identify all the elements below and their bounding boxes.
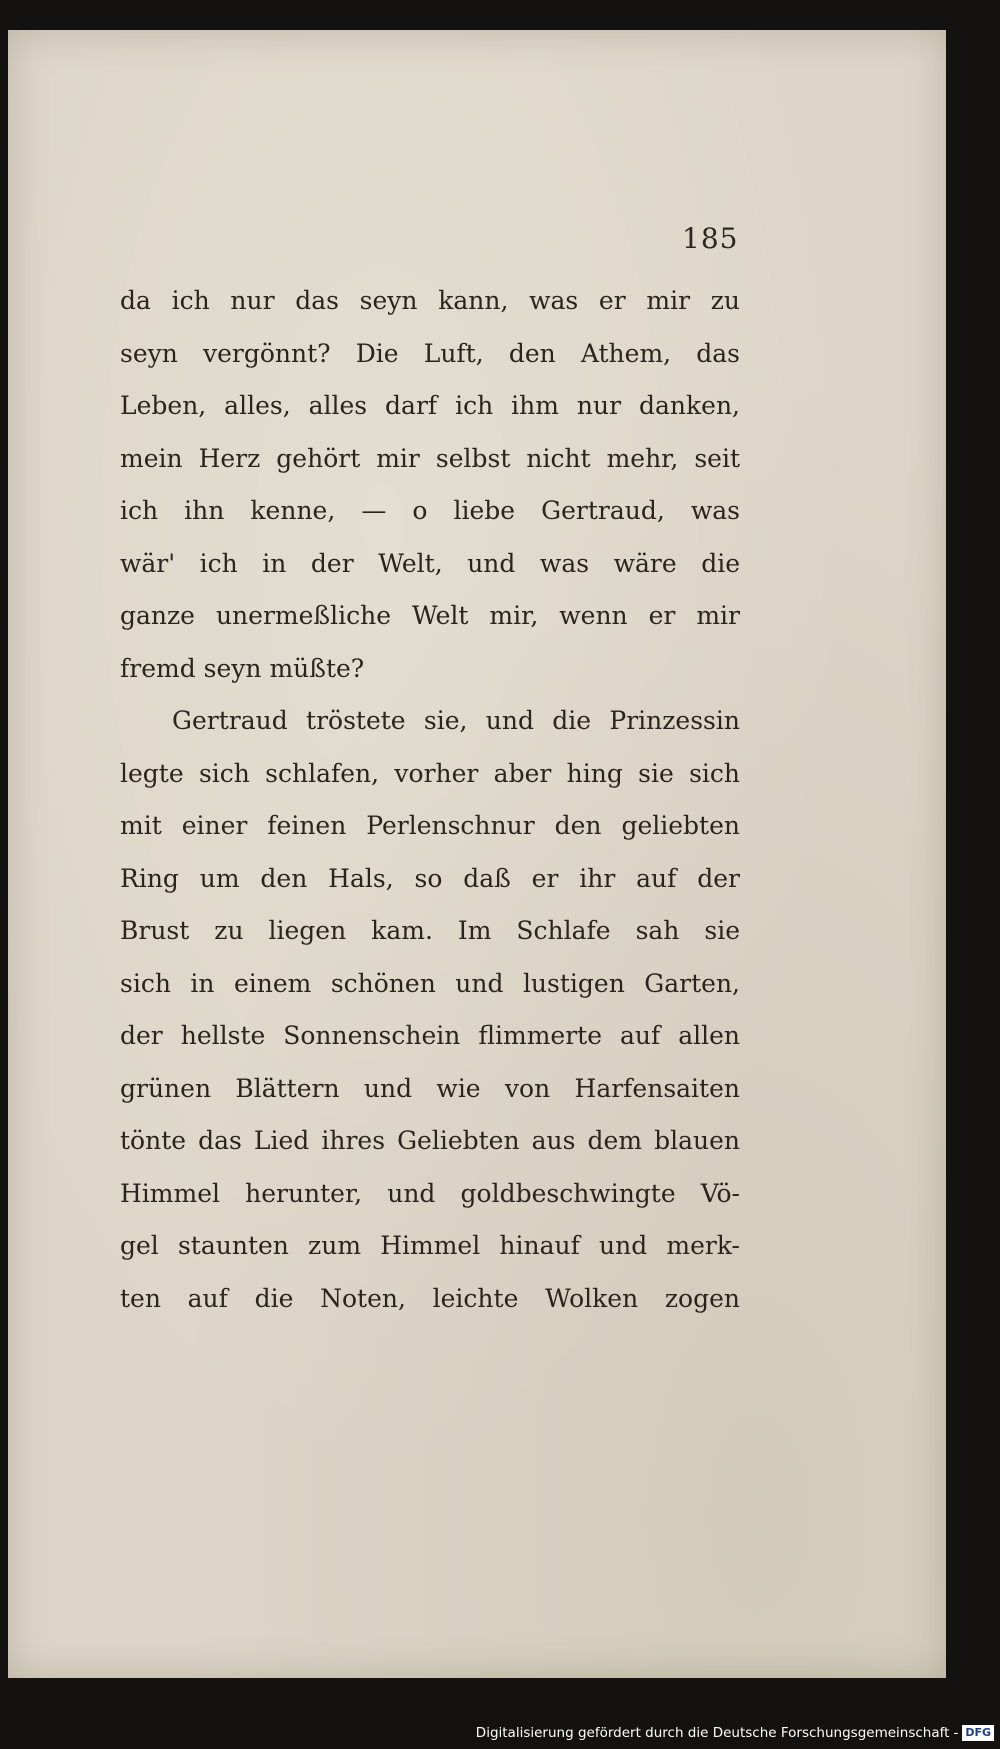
body-text — [120, 275, 740, 1325]
text-line: gel staunten zum Himmel hinauf und merk- — [120, 1231, 740, 1260]
dfg-logo-icon: DFG — [962, 1725, 994, 1741]
text-line: da ich nur das seyn kann, was er mir zu — [120, 286, 740, 315]
text-line: Himmel herunter, und goldbeschwingte Vö- — [120, 1178, 740, 1208]
text-line: ganze unermeßliche Welt mir, wenn er mir — [120, 601, 740, 630]
text-line: der hellste Sonnenschein flimmerte auf allen — [120, 1021, 740, 1050]
text-line: tönte das Lied ihres Geliebten aus dem blauen — [120, 1126, 740, 1155]
text-line: legte sich schlafen, vorher aber hing sie sich — [120, 758, 740, 788]
book-page — [8, 30, 946, 1678]
text-line: ten auf die Noten, leichte Wolken zogen — [120, 1283, 740, 1313]
text-line: mein Herz gehört mir selbst nicht mehr, seit — [120, 443, 740, 473]
funding-footer — [476, 1722, 994, 1744]
text-line: wär' ich in der Welt, und was wäre die — [120, 548, 740, 578]
page-number: 185 — [682, 222, 739, 255]
text-line: fremd seyn müßte? — [120, 653, 365, 683]
text-line: sich in einem schönen und lustigen Garten, — [120, 968, 740, 998]
text-line: Ring um den Hals, so daß er ihr auf der — [120, 863, 740, 893]
text-line: Brust zu liegen kam. Im Schlafe sah sie — [120, 916, 740, 945]
footer-separator: - — [953, 1725, 959, 1741]
text-line: ich ihn kenne, — o liebe Gertraud, was — [120, 496, 740, 525]
text-line: mit einer feinen Perlenschnur den geliebten — [120, 811, 740, 840]
funding-text: Digitalisierung gefördert durch die Deutsche Forschungsgemeinschaft — [475, 1725, 950, 1741]
text-line: Leben, alles, alles darf ich ihm nur danken, — [120, 391, 740, 420]
text-line: Gertraud tröstete sie, und die Prinzessin — [172, 706, 740, 735]
text-line: seyn vergönnt? Die Luft, den Athem, das — [120, 338, 740, 368]
text-line: grünen Blättern und wie von Harfensaiten — [120, 1073, 740, 1103]
